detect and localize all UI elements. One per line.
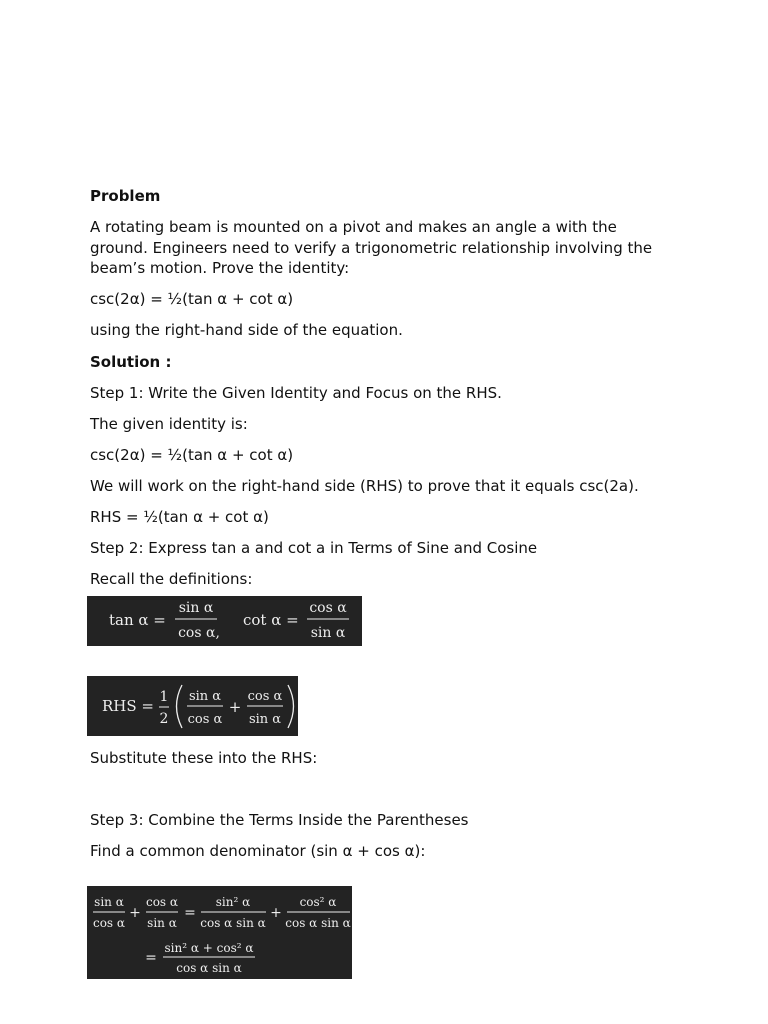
substitute-label: Substitute these into the RHS: <box>90 749 318 767</box>
rhs-fraction2-denominator: sin α <box>248 712 282 727</box>
combine-equals-2: = <box>145 950 157 966</box>
combine-fraction1-numerator: sin α <box>94 895 124 909</box>
problem-statement: A rotating beam is mounted on a pivot and makes an angle a with the ground. Engineers need to verify a trigonometric relationship involving the beam’s motion. Prove the identity: <box>90 218 653 277</box>
combine-plus-2: + <box>270 905 282 921</box>
solution-plan: We will work on the right-hand side (RHS) to prove that it equals csc(2a). <box>90 477 639 495</box>
rhs-svg <box>87 676 298 736</box>
rhs-lhs: RHS = <box>102 697 154 715</box>
common-denominator-label: Find a common denominator (sin α + cos α): <box>90 842 426 860</box>
recall-label: Recall the definitions: <box>90 570 253 588</box>
given-identity: csc(2α) = ½(tan α + cot α) <box>90 446 294 464</box>
tan-numerator: sin α <box>178 600 214 616</box>
combine-svg <box>87 886 352 979</box>
combine-fraction3-denominator: cos α sin α <box>200 916 266 930</box>
rhs-plus: + <box>228 698 242 716</box>
rhs-fraction2-numerator: cos α <box>247 689 283 704</box>
problem-identity: csc(2α) = ½(tan α + cot α) <box>90 290 294 308</box>
combine-fraction2-denominator: sin α <box>147 916 177 930</box>
combine-fraction4-numerator: cos² α <box>299 895 337 909</box>
combine-plus-1: + <box>129 905 141 921</box>
rhs-definition: RHS = ½(tan α + cot α) <box>90 508 269 526</box>
step3-title: Step 3: Combine the Terms Inside the Parentheses <box>90 811 469 829</box>
combine-fraction1-denominator: cos α <box>92 916 126 930</box>
tan-lhs: tan α = <box>109 611 166 629</box>
combine-equals-1: = <box>184 905 196 921</box>
rhs-fraction1-numerator: sin α <box>188 689 222 704</box>
combine-equation <box>87 886 352 979</box>
step1-title: Step 1: Write the Given Identity and Focus on the RHS. <box>90 384 502 402</box>
tan-denominator: cos α, <box>178 625 220 641</box>
step2-title: Step 2: Express tan a and cot a in Terms of Sine and Cosine <box>90 539 538 557</box>
problem-heading: Problem <box>90 187 161 205</box>
half-numerator: 1 <box>159 689 169 705</box>
combine-fraction5-numerator: sin² α + cos² α <box>164 941 254 955</box>
combine-fraction5-denominator: cos α sin α <box>176 961 242 975</box>
right-parenthesis <box>288 685 294 728</box>
cot-denominator: sin α <box>310 625 346 641</box>
combine-fraction4-denominator: cos α sin α <box>285 916 351 930</box>
solution-heading: Solution : <box>90 353 172 371</box>
given-label: The given identity is: <box>90 415 248 433</box>
definitions-equation <box>87 596 362 646</box>
rhs-equation <box>87 676 298 736</box>
cot-numerator: cos α <box>309 600 347 616</box>
combine-fraction2-numerator: cos α <box>145 895 179 909</box>
combine-fraction3-numerator: sin² α <box>215 895 251 909</box>
cot-lhs: cot α = <box>243 611 299 629</box>
rhs-fraction1-denominator: cos α <box>187 712 223 727</box>
problem-instruction: using the right-hand side of the equation. <box>90 321 403 339</box>
definitions-svg <box>87 596 362 646</box>
left-parenthesis <box>177 685 183 728</box>
half-denominator: 2 <box>159 711 169 727</box>
